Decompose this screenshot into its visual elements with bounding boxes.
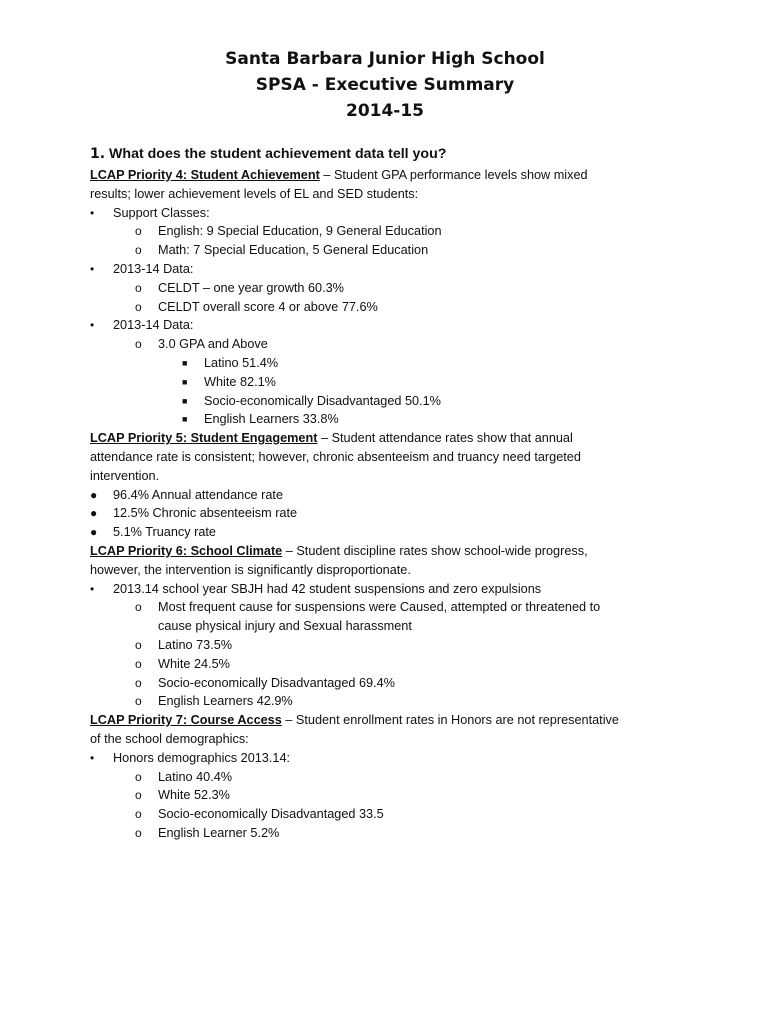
suspension-latino: Latino 73.5%: [158, 637, 233, 652]
list-item: [90, 204, 690, 223]
celdt-growth: CELDT – one year growth 60.3%: [158, 280, 344, 295]
sub-bullet-marker: o: [135, 280, 142, 295]
sub-bullet-marker: o: [135, 675, 142, 690]
dot-marker: ●: [90, 506, 98, 521]
document-header: [0, 46, 770, 124]
priority7-label: LCAP Priority 7: Course Access: [90, 713, 282, 728]
priority5-desc: – Student attendance rates show that annual: [317, 431, 573, 446]
list-item: [90, 674, 690, 693]
sub-bullet-marker: o: [135, 224, 142, 239]
priority4-desc-cont: results; lower achievement levels of EL and SED students:: [90, 186, 419, 201]
school-year: 2014-15: [345, 101, 425, 121]
bullet-marker: •: [90, 261, 95, 276]
list-item: [90, 316, 690, 335]
list-item: [90, 298, 690, 317]
document-body: [90, 142, 690, 843]
gpa-title: 3.0 GPA and Above: [158, 337, 268, 352]
priority6-heading: [90, 542, 690, 561]
suspension-el: English Learners 42.9%: [158, 694, 293, 709]
document-subtitle: SPSA - Executive Summary: [255, 75, 515, 95]
dot-marker: ●: [90, 487, 98, 502]
support-english: English: 9 Special Education, 9 General Education: [158, 224, 442, 239]
sub-bullet-marker: o: [135, 600, 142, 615]
priority5-desc-end: intervention.: [90, 468, 160, 483]
list-item: [90, 768, 690, 787]
suspensions: 2013.14 school year SBJH had 42 student suspensions and zero expulsions: [113, 581, 542, 596]
list-item-cont: cause physical injury and Sexual harassment: [158, 619, 412, 634]
priority6-desc: – Student discipline rates show school-wide progress,: [282, 543, 588, 558]
honors-sed: Socio-economically Disadvantaged 33.5: [158, 807, 384, 822]
sub-bullet-marker: o: [135, 637, 142, 652]
question-heading: [90, 142, 690, 166]
priority7-heading: [90, 711, 690, 730]
list-item: [90, 580, 690, 599]
priority4-label: LCAP Priority 4: Student Achievement: [90, 168, 320, 182]
priority5-heading: [90, 429, 690, 448]
truancy-rate: 5.1% Truancy rate: [113, 525, 216, 540]
suspension-sed: Socio-economically Disadvantaged 69.4%: [158, 675, 395, 690]
list-item: [90, 824, 690, 843]
priority4-desc: – Student GPA performance levels show mixed: [319, 168, 588, 182]
data-title-1: 2013-14 Data:: [113, 261, 194, 276]
chronic-absenteeism: 12.5% Chronic absenteeism rate: [113, 506, 298, 521]
bullet-marker: •: [90, 581, 95, 596]
celdt-overall: CELDT overall score 4 or above 77.6%: [158, 299, 378, 314]
question-text: What does the student achievement data tell you?: [109, 146, 447, 162]
support-classes-title: Support Classes:: [113, 205, 210, 220]
suspension-white: White 24.5%: [158, 656, 230, 671]
list-item: [90, 354, 690, 373]
list-item: [90, 279, 690, 298]
school-title: Santa Barbara Junior High School: [225, 49, 545, 69]
sub-bullet-marker: o: [135, 807, 142, 822]
honors-white: White 52.3%: [158, 788, 230, 803]
gpa-el: English Learners 33.8%: [204, 412, 339, 427]
honors-el: English Learner 5.2%: [158, 825, 280, 840]
support-math: Math: 7 Special Education, 5 General Education: [158, 243, 429, 258]
question-number: 1.: [90, 146, 106, 162]
list-item: [90, 222, 690, 241]
list-item: [90, 486, 690, 505]
priority4-heading: [90, 166, 690, 185]
list-item: [90, 749, 690, 768]
sub-bullet-marker: o: [135, 299, 142, 314]
honors-latino: Latino 40.4%: [158, 769, 233, 784]
square-marker: ■: [182, 414, 188, 425]
gpa-white: White 82.1%: [204, 374, 276, 389]
honors-title: Honors demographics 2013.14:: [113, 750, 291, 765]
list-item: [90, 636, 690, 655]
sub-bullet-marker: o: [135, 769, 142, 784]
list-item: [90, 692, 690, 711]
sub-bullet-marker: o: [135, 825, 142, 840]
sub-bullet-marker: o: [135, 656, 142, 671]
list-item: [90, 786, 690, 805]
sub-bullet-marker: o: [135, 694, 142, 709]
gpa-sed: Socio-economically Disadvantaged 50.1%: [204, 393, 441, 408]
suspension-cause: Most frequent cause for suspensions were Caused, attempted or threatened to: [158, 600, 601, 615]
list-item: [90, 598, 690, 617]
gpa-latino: Latino 51.4%: [204, 355, 279, 370]
list-item: [90, 260, 690, 279]
priority6-label: LCAP Priority 6: School Climate: [90, 543, 283, 558]
list-item: [90, 392, 690, 411]
sub-bullet-marker: o: [135, 337, 142, 352]
list-item: [90, 523, 690, 542]
square-marker: ■: [182, 376, 188, 387]
sub-bullet-marker: o: [135, 788, 142, 803]
list-item: [90, 335, 690, 354]
attendance-rate: 96.4% Annual attendance rate: [113, 487, 284, 502]
priority7-desc-cont: of the school demographics:: [90, 731, 249, 746]
square-marker: ■: [182, 395, 188, 406]
bullet-marker: •: [90, 750, 95, 765]
priority6-desc-cont: however, the intervention is significantly disproportionate.: [90, 562, 411, 577]
priority5-label: LCAP Priority 5: Student Engagement: [90, 431, 318, 446]
data-title-2: 2013-14 Data:: [113, 318, 194, 333]
dot-marker: ●: [90, 525, 98, 540]
priority7-desc: – Student enrollment rates in Honors are not representative: [281, 713, 619, 728]
sub-bullet-marker: o: [135, 243, 142, 258]
bullet-marker: •: [90, 205, 95, 220]
list-item: [90, 655, 690, 674]
list-item: [90, 241, 690, 260]
list-item: [90, 504, 690, 523]
list-item: [90, 373, 690, 392]
list-item: [90, 805, 690, 824]
priority5-desc-cont: attendance rate is consistent; however, chronic absenteeism and truancy need targeted: [90, 449, 581, 464]
bullet-marker: •: [90, 318, 95, 333]
list-item: [90, 410, 690, 429]
square-marker: ■: [182, 357, 188, 368]
